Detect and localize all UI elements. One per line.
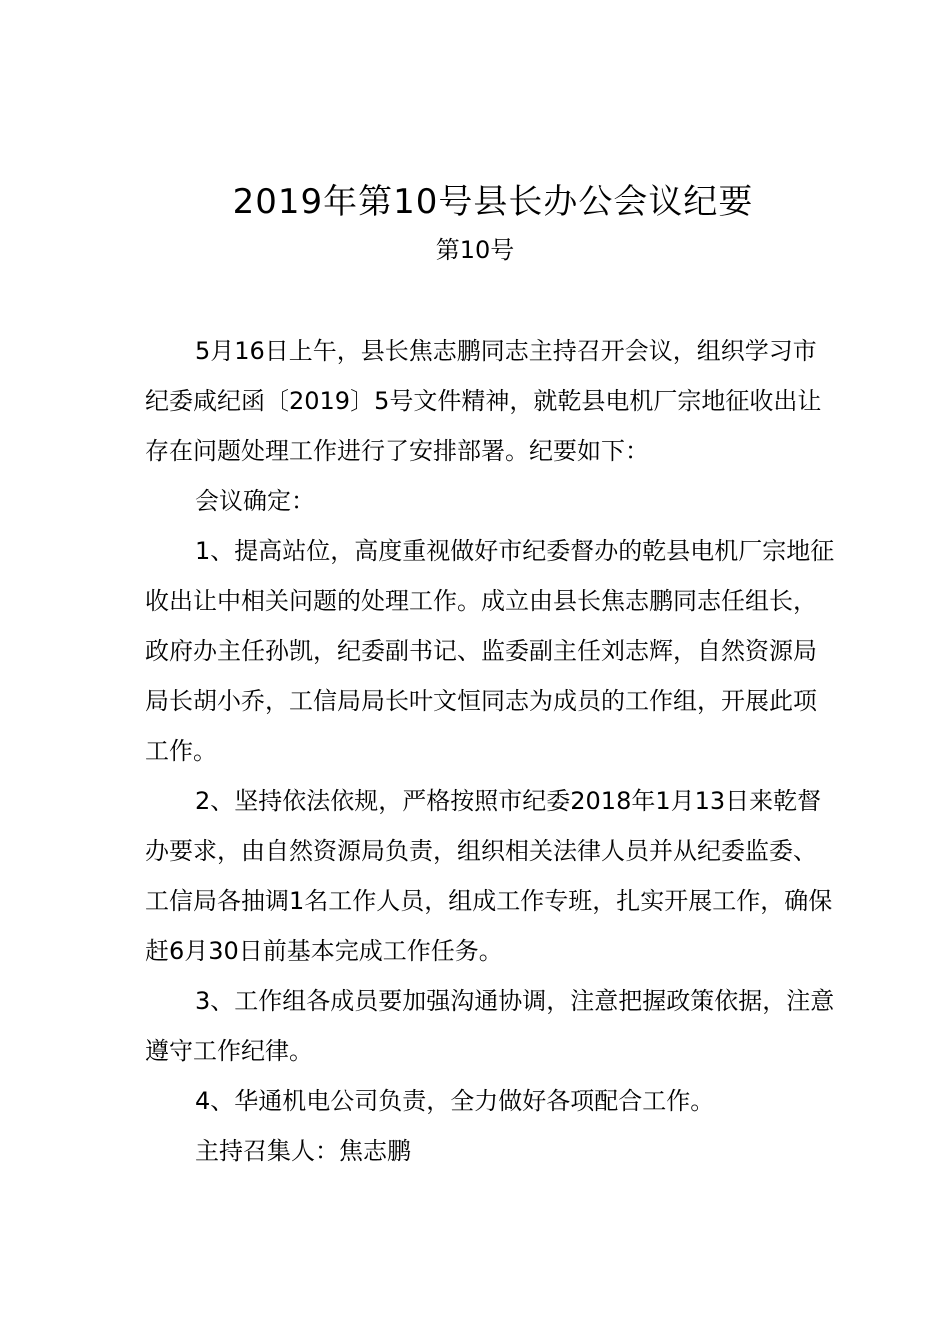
- document-number: 第10号: [435, 236, 515, 264]
- document-title: 2019年第10号县长办公会议纪要: [232, 182, 754, 222]
- paragraph-convener: 主持召集人：焦志鹏: [195, 1137, 411, 1165]
- paragraph-item-4: 4、华通机电公司负责，全力做好各项配合工作。: [195, 1087, 715, 1115]
- paragraph-intro: 5月16日上午，县长焦志鹏同志主持召开会议，组织学习市纪委咸纪函〔2019〕5号文件精神，就乾县电机厂宗地征收出让存在问题处理工作进行了安排部署。纪要如下：: [145, 337, 822, 465]
- paragraph-item-3: 3、工作组各成员要加强沟通协调，注意把握政策依据，注意遵守工作纪律。: [145, 987, 835, 1065]
- document-body: [145, 326, 835, 1176]
- paragraph-item-1: 1、提高站位，高度重视做好市纪委督办的乾县电机厂宗地征收出让中相关问题的处理工作。成立由县长焦志鹏同志任组长，政府办主任孙凯，纪委副书记、监委副主任刘志辉，自然资源局局长胡小乔，工信局局长叶文恒同志为成员的工作组，开展此项工作。: [145, 537, 835, 765]
- paragraph-item-2: 2、坚持依法依规，严格按照市纪委2018年1月13日来乾督办要求，由自然资源局负责，组织相关法律人员并从纪委监委、工信局各抽调1名工作人员，组成工作专班，扎实开展工作，确保赶6月30日前基本完成工作任务。: [145, 787, 833, 965]
- paragraph-decision-heading: 会议确定：: [195, 487, 315, 515]
